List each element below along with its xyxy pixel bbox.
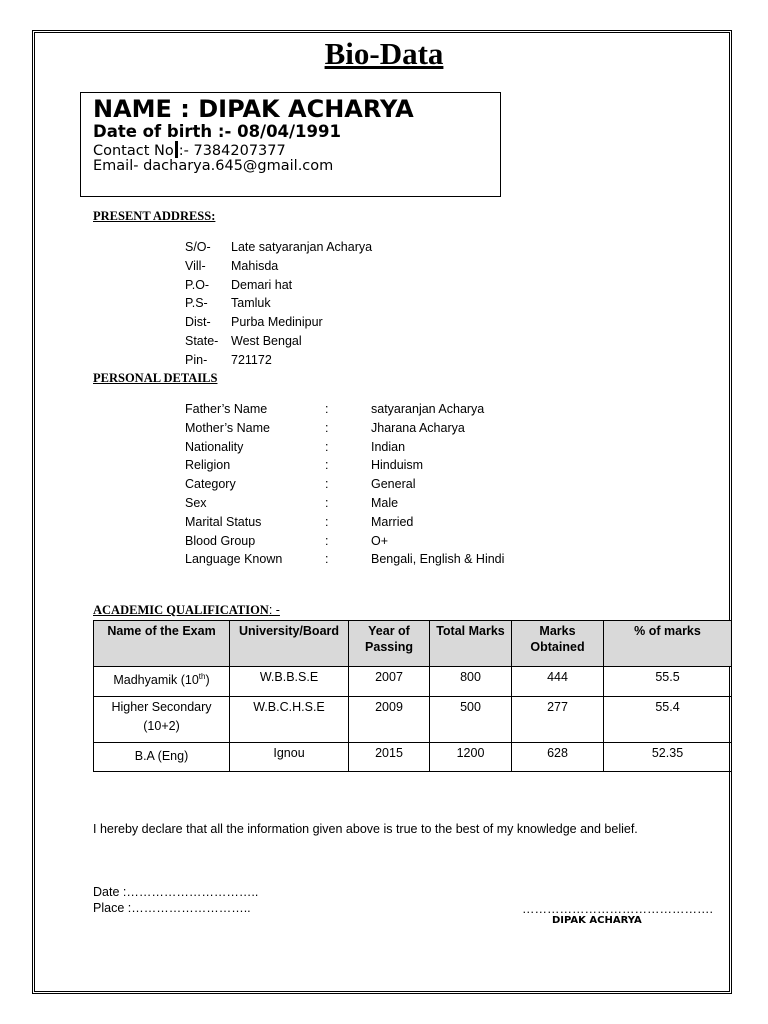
table-row xyxy=(94,743,732,772)
detail-value: Bengali, English & Hindi xyxy=(371,552,505,567)
academic-heading-text: ACADEMIC QUALIFICATION xyxy=(93,603,269,617)
detail-separator: : xyxy=(325,420,329,435)
column-header: % of marks xyxy=(604,621,732,667)
table-row xyxy=(94,667,732,697)
exam-name: B.A (Eng) xyxy=(134,749,189,764)
cell-year: 2009 xyxy=(349,697,430,743)
present-address-heading: PRESENT ADDRESS: xyxy=(93,209,216,223)
address-label: Pin- xyxy=(185,352,208,367)
cell-percent: 52.35 xyxy=(604,743,732,772)
exam-superscript: th xyxy=(198,672,206,681)
date-field: Date :………………………….. xyxy=(93,885,259,899)
cell-obtained: 277 xyxy=(512,697,604,743)
address-label: Vill- xyxy=(185,258,206,273)
signature-line: ………………………………………. xyxy=(522,902,713,916)
name-heading: NAME : DIPAK ACHARYA xyxy=(93,95,414,123)
column-header: University/Board xyxy=(230,621,349,667)
detail-value: O+ xyxy=(371,533,389,548)
date-of-birth: Date of birth :- 08/04/1991 xyxy=(93,122,341,141)
address-value: Demari hat xyxy=(231,277,293,292)
detail-value: Jharana Acharya xyxy=(371,420,465,435)
column-header: Year of Passing xyxy=(349,621,430,667)
address-value: Late satyaranjan Acharya xyxy=(231,240,373,254)
detail-value: Hinduism xyxy=(371,458,424,473)
academic-table xyxy=(93,620,732,772)
address-value: Tamluk xyxy=(231,296,271,311)
cell-exam xyxy=(94,667,230,697)
detail-label: Father’s Name xyxy=(185,402,268,416)
exam-name-end: ) xyxy=(205,673,210,688)
detail-label: Mother’s Name xyxy=(185,420,270,435)
cell-board: W.B.C.H.S.E xyxy=(230,697,349,743)
text-cursor xyxy=(175,141,178,158)
cell-exam xyxy=(94,743,230,772)
column-header: Marks Obtained xyxy=(512,621,604,667)
address-value: West Bengal xyxy=(231,333,302,348)
document-title: Bio-Data xyxy=(324,36,444,71)
cell-total: 1200 xyxy=(430,743,512,772)
address-value: Mahisda xyxy=(231,258,279,273)
cell-percent: 55.4 xyxy=(604,697,732,743)
cell-percent: 55.5 xyxy=(604,667,732,697)
detail-label: Nationality xyxy=(185,439,244,454)
detail-label: Marital Status xyxy=(185,514,262,529)
signature-name: DIPAK ACHARYA xyxy=(552,915,642,926)
address-label: State- xyxy=(185,333,219,348)
cell-total: 500 xyxy=(430,697,512,743)
cell-total: 800 xyxy=(430,667,512,697)
email: Email- dacharya.645@gmail.com xyxy=(93,158,334,174)
detail-separator: : xyxy=(325,514,329,529)
contact-value: :- 7384207377 xyxy=(178,143,286,159)
detail-separator: : xyxy=(325,495,329,510)
detail-separator: : xyxy=(325,458,329,473)
address-label: P.S- xyxy=(185,296,208,311)
name-box xyxy=(80,92,501,197)
cell-year: 2007 xyxy=(349,667,430,697)
detail-label: Religion xyxy=(185,458,231,473)
detail-value: General xyxy=(371,477,416,492)
address-value: 721172 xyxy=(231,352,272,367)
cell-board: Ignou xyxy=(230,743,349,772)
address-label: P.O- xyxy=(185,277,210,292)
detail-label: Blood Group xyxy=(185,533,256,548)
cell-exam xyxy=(94,697,230,743)
column-header: Name of the Exam xyxy=(94,621,230,667)
detail-separator: : xyxy=(325,552,329,567)
detail-separator: : xyxy=(325,402,329,416)
table-header-row xyxy=(94,621,732,667)
address-value: Purba Medinipur xyxy=(231,315,323,330)
declaration: I hereby declare that all the information given above is true to the best of my knowledge and belief. xyxy=(93,822,638,836)
contact-label: Contact No xyxy=(93,143,174,159)
contact-number xyxy=(93,141,286,159)
detail-separator: : xyxy=(325,533,329,548)
address-label: S/O- xyxy=(185,240,211,254)
detail-value: Male xyxy=(371,495,399,510)
cell-year: 2015 xyxy=(349,743,430,772)
detail-separator: : xyxy=(325,439,329,454)
academic-heading xyxy=(93,603,280,618)
exam-name: Madhyamik (10 xyxy=(113,673,199,688)
detail-label: Language Known xyxy=(185,552,283,567)
cell-obtained: 444 xyxy=(512,667,604,697)
detail-value: satyaranjan Acharya xyxy=(371,402,485,416)
table-row xyxy=(94,697,732,743)
address-label: Dist- xyxy=(185,315,211,330)
academic-heading-suffix: : - xyxy=(268,603,280,617)
detail-label: Sex xyxy=(185,495,207,510)
detail-label: Category xyxy=(185,477,236,492)
cell-obtained: 628 xyxy=(512,743,604,772)
column-header: Total Marks xyxy=(430,621,512,667)
place-field: Place :……………………….. xyxy=(93,901,251,915)
detail-value: Married xyxy=(371,514,414,529)
exam-name: Higher Secondary (10+2) xyxy=(111,700,212,734)
detail-separator: : xyxy=(325,477,329,492)
detail-value: Indian xyxy=(371,439,406,454)
cell-board: W.B.B.S.E xyxy=(230,667,349,697)
personal-details-heading: PERSONAL DETAILS xyxy=(93,371,218,385)
